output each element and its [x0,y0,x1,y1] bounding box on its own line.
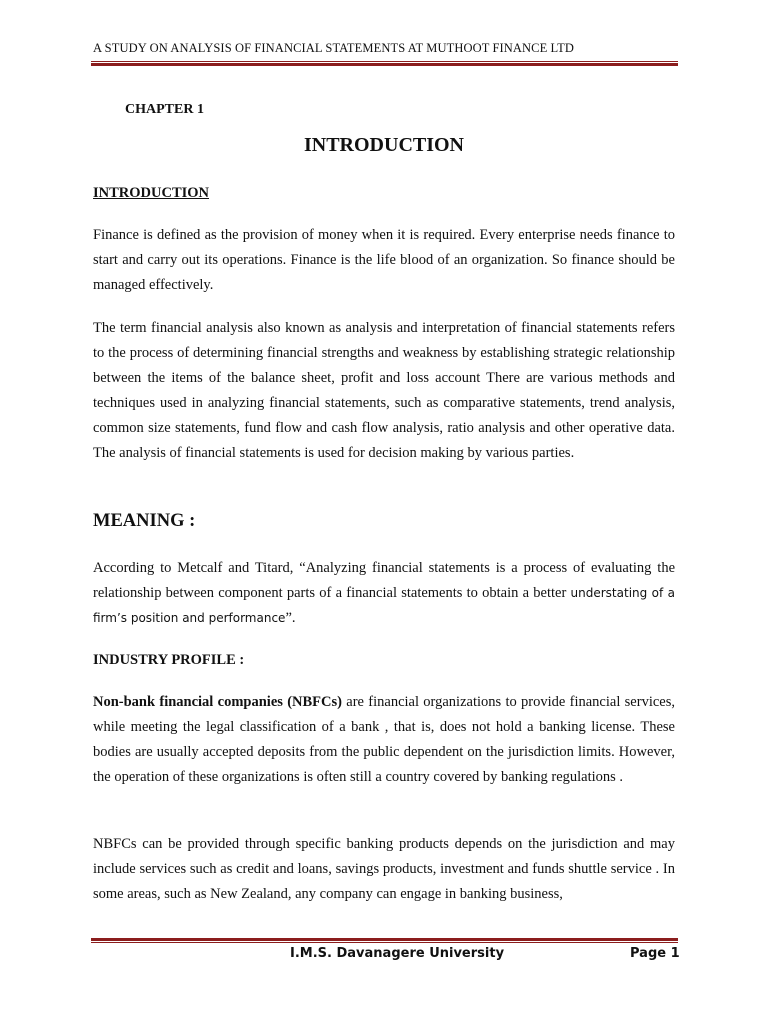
page-title: INTRODUCTION [303,134,465,156]
meaning-heading: MEANING : [93,511,196,531]
introduction-heading: INTRODUCTION [93,185,210,201]
industry-profile-heading: INDUSTRY PROFILE : [93,652,245,668]
meaning-text-sans: understating of a firm’s position and performance [93,586,676,625]
footer-rule-thick [91,938,678,941]
footer-rule-thin [91,942,678,943]
footer-university: I.M.S. Davanagere University [290,946,505,961]
meaning-text-end: ”. [285,610,296,626]
header-rule-thick [91,63,678,66]
nbfc-text: are financial organizations to provide financial services, while meeting the legal classification of a bank , that is, does not hold a banking license. These bodies are usually accepted deposits from the public dependent on the jurisdiction limits. However, the operation of these organizations is often still a country covered by banking regulations . [93,694,675,785]
intro-paragraph-2: The term financial analysis also known as analysis and interpretation of financial statements refers to the process of determining financial strengths and weakness by establishing strategic relationship between the items of the balance sheet, profit and loss account There are various methods and techniques used in analyzing financial statements, such as comparative statements, trend analysis, common size statements, fund flow and cash flow analysis, ratio analysis and other operative data. The analysis of financial statements is used for decision making by various parties. [93,320,675,461]
header-title: A STUDY ON ANALYSIS OF FINANCIAL STATEMENTS AT MUTHOOT FINANCE LTD [93,41,575,55]
intro-paragraph-1: Finance is defined as the provision of money when it is required. Every enterprise needs finance to start and carry out its operations. Finance is the life blood of an organization. So finance should be managed effectively. [93,227,675,293]
header-rule-thin [91,61,678,62]
nbfc-paragraph [93,690,675,790]
nbfc-paragraph-2: NBFCs can be provided through specific banking products depends on the jurisdiction and may include services such as credit and loans, savings products, investment and funds shuttle service . In some areas, such as New Zealand, any company can engage in banking business, [93,836,675,902]
page-number: Page 1 [630,946,680,961]
chapter-label: CHAPTER 1 [125,102,204,117]
meaning-text: According to Metcalf and Titard, “Analyzing financial statements is a process of evaluating the relationship between component parts of a financial statements to obtain a better [93,560,675,601]
meaning-paragraph [93,556,675,631]
nbfc-term: Non-bank financial companies (NBFCs) [93,694,342,710]
